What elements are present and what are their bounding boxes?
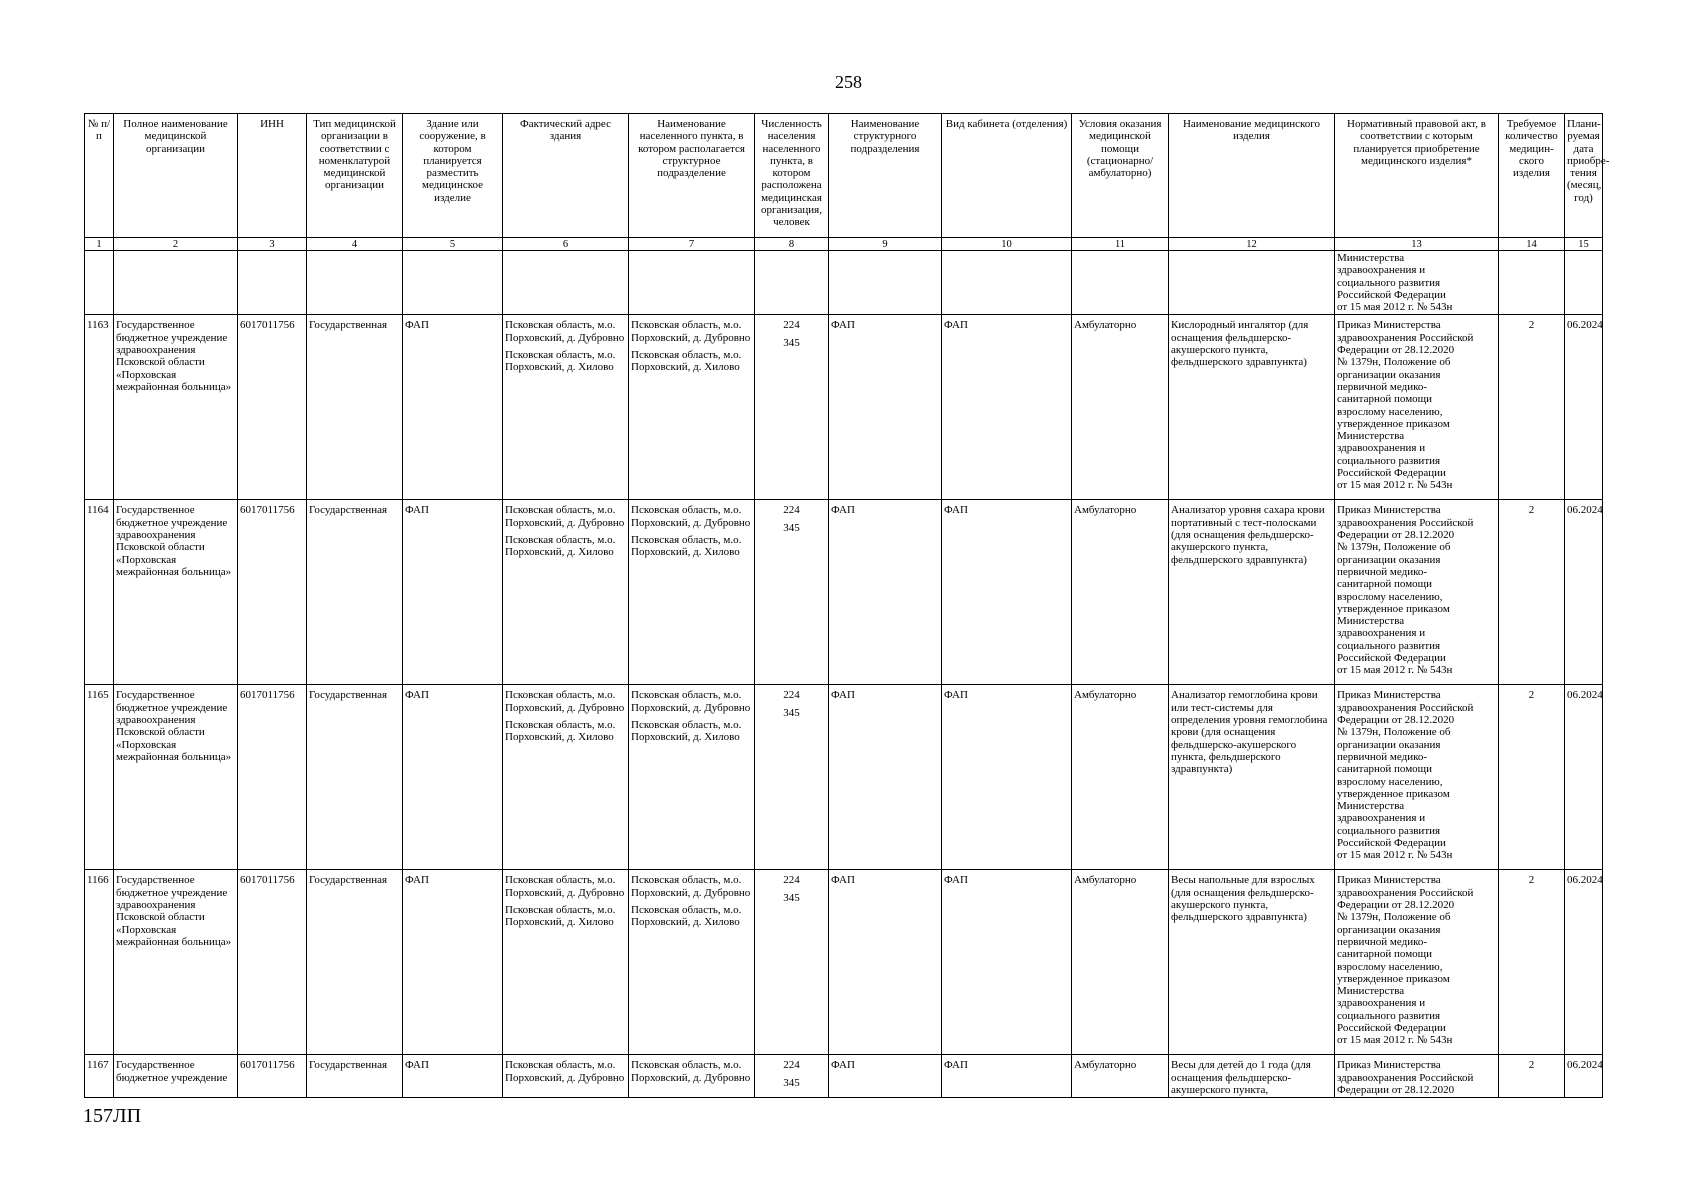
population bbox=[755, 315, 829, 500]
address-line: Псковская область, м.о. Порховский, д. Хилово bbox=[505, 904, 616, 929]
planned-date: 06.2024 bbox=[1565, 315, 1603, 500]
row-number: 1164 bbox=[85, 500, 114, 685]
column-number: 4 bbox=[307, 238, 403, 251]
column-number: 5 bbox=[403, 238, 503, 251]
cabinet-type: ФАП bbox=[942, 315, 1072, 500]
header-cell: № п/п bbox=[85, 114, 114, 238]
column-number: 9 bbox=[829, 238, 942, 251]
population-value: 345 bbox=[783, 1076, 800, 1089]
normative-act: Приказ Министерства здравоохранения Российской Федерации от 28.12.2020 bbox=[1335, 1055, 1499, 1098]
organization-name: Государственное бюджетное учреждение здравоохранения Псковской области «Порховская межрайонная больница» bbox=[114, 315, 238, 500]
continuation-normative-act: Министерства здравоохранения и социального развития Российской Федерации от 15 мая 2012 г. № 543н bbox=[1335, 251, 1499, 315]
address-line: Псковская область, м.о. Порховский, д. Хилово bbox=[505, 349, 616, 374]
actual-address bbox=[503, 315, 629, 500]
organization-type: Государственная bbox=[307, 685, 403, 870]
header-cell: Нормативный правовой акт, в соответствии с которым планируется приобретение медицинского изделия* bbox=[1335, 114, 1499, 238]
care-conditions: Амбулаторно bbox=[1072, 315, 1169, 500]
structural-unit: ФАП bbox=[829, 315, 942, 500]
cabinet-type: ФАП bbox=[942, 870, 1072, 1055]
table-row bbox=[85, 500, 1603, 685]
header-cell: Наименование медицинского изделия bbox=[1169, 114, 1335, 238]
header-cell: Полное наименование медицинской организации bbox=[114, 114, 238, 238]
continuation-row bbox=[85, 251, 1603, 315]
address-line: Псковская область, м.о. Порховский, д. Дубровно bbox=[505, 504, 625, 529]
address-line: Псковская область, м.о. Порховский, д. Дубровно bbox=[505, 689, 625, 714]
organization-name: Государственное бюджетное учреждение здравоохранения Псковской области «Порховская межрайонная больница» bbox=[114, 870, 238, 1055]
address-line: Псковская область, м.о. Порховский, д. Дубровно bbox=[505, 319, 625, 344]
device-name: Анализатор уровня сахара крови портативный с тест-полосками (для оснащения фельдшерско-акушерского пункта, фельдшерского здравпункта) bbox=[1169, 500, 1335, 685]
organization-type: Государственная bbox=[307, 315, 403, 500]
organization-name: Государственное бюджетное учреждение bbox=[114, 1055, 238, 1098]
organization-name: Государственное бюджетное учреждение здравоохранения Псковской области «Порховская межрайонная больница» bbox=[114, 500, 238, 685]
settlement-line: Псковская область, м.о. Порховский, д. Дубровно bbox=[631, 1059, 751, 1084]
header-cell: Требуемое количество медицин-ского изделия bbox=[1499, 114, 1565, 238]
column-number: 14 bbox=[1499, 238, 1565, 251]
quantity: 2 bbox=[1499, 685, 1565, 870]
column-number: 10 bbox=[942, 238, 1072, 251]
column-number: 2 bbox=[114, 238, 238, 251]
table-row bbox=[85, 315, 1603, 500]
settlement-line: Псковская область, м.о. Порховский, д. Хилово bbox=[631, 719, 742, 744]
medical-devices-table bbox=[84, 113, 1610, 1098]
building: ФАП bbox=[403, 315, 503, 500]
device-name: Кислородный ингалятор (для оснащения фельдшерско-акушерского пункта, фельдшерского здравпункта) bbox=[1169, 315, 1335, 500]
quantity: 2 bbox=[1499, 315, 1565, 500]
device-name: Анализатор гемоглобина крови или тест-системы для определения уровня гемоглобина крови (для оснащения фельдшерско-акушерского пункта, фельдшерского здравпункта) bbox=[1169, 685, 1335, 870]
actual-address bbox=[503, 685, 629, 870]
column-number: 8 bbox=[755, 238, 829, 251]
page-number: 258 bbox=[835, 72, 862, 92]
settlement bbox=[629, 500, 755, 685]
inn: 6017011756 bbox=[238, 500, 307, 685]
planned-date: 06.2024 bbox=[1565, 500, 1603, 685]
device-name: Весы для детей до 1 года (для оснащения фельдшерско-акушерского пункта, bbox=[1169, 1055, 1335, 1098]
inn: 6017011756 bbox=[238, 870, 307, 1055]
settlement-line: Псковская область, м.о. Порховский, д. Хилово bbox=[631, 349, 742, 374]
planned-date: 06.2024 bbox=[1565, 870, 1603, 1055]
column-number-row bbox=[85, 238, 1603, 251]
organization-name: Государственное бюджетное учреждение здравоохранения Псковской области «Порховская межрайонная больница» bbox=[114, 685, 238, 870]
normative-act: Приказ Министерства здравоохранения Российской Федерации от 28.12.2020 № 1379н, Положение об организации оказания первичной медико- санитарной помощи взрослому населению, утвержденное приказом Министерства здравоохранения и социального развития Российской Федерации от 15 мая 2012 г. № 543н bbox=[1335, 315, 1499, 500]
organization-type: Государственная bbox=[307, 500, 403, 685]
row-number: 1165 bbox=[85, 685, 114, 870]
quantity: 2 bbox=[1499, 500, 1565, 685]
care-conditions: Амбулаторно bbox=[1072, 870, 1169, 1055]
table-row bbox=[85, 870, 1603, 1055]
device-name: Весы напольные для взрослых (для оснащения фельдшерско-акушерского пункта, фельдшерского здравпункта) bbox=[1169, 870, 1335, 1055]
header-cell: Численность населения населенного пункта, в котором расположена медицинская организация, человек bbox=[755, 114, 829, 238]
column-number: 1 bbox=[85, 238, 114, 251]
settlement bbox=[629, 870, 755, 1055]
header-cell: ИНН bbox=[238, 114, 307, 238]
population bbox=[755, 500, 829, 685]
row-number: 1163 bbox=[85, 315, 114, 500]
address-line: Псковская область, м.о. Порховский, д. Хилово bbox=[505, 534, 616, 559]
header-cell: Наименование структурного подразделения bbox=[829, 114, 942, 238]
actual-address bbox=[503, 500, 629, 685]
normative-act: Приказ Министерства здравоохранения Российской Федерации от 28.12.2020 № 1379н, Положение об организации оказания первичной медико- санитарной помощи взрослому населению, утвержденное приказом Министерства здравоохранения и социального развития Российской Федерации от 15 мая 2012 г. № 543н bbox=[1335, 870, 1499, 1055]
header-cell: Наименование населенного пункта, в котором располагается структурное подразделение bbox=[629, 114, 755, 238]
settlement-line: Псковская область, м.о. Порховский, д. Дубровно bbox=[631, 689, 751, 714]
cabinet-type: ФАП bbox=[942, 1055, 1072, 1098]
inn: 6017011756 bbox=[238, 685, 307, 870]
actual-address bbox=[503, 1055, 629, 1098]
population-value: 224 bbox=[783, 504, 800, 517]
column-number: 7 bbox=[629, 238, 755, 251]
normative-act: Приказ Министерства здравоохранения Российской Федерации от 28.12.2020 № 1379н, Положение об организации оказания первичной медико- санитарной помощи взрослому населению, утвержденное приказом Министерства здравоохранения и социального развития Российской Федерации от 15 мая 2012 г. № 543н bbox=[1335, 685, 1499, 870]
organization-type: Государственная bbox=[307, 1055, 403, 1098]
column-number: 13 bbox=[1335, 238, 1499, 251]
building: ФАП bbox=[403, 500, 503, 685]
structural-unit: ФАП bbox=[829, 685, 942, 870]
care-conditions: Амбулаторно bbox=[1072, 500, 1169, 685]
population-value: 224 bbox=[783, 1059, 800, 1072]
planned-date: 06.2024 bbox=[1565, 1055, 1603, 1098]
quantity: 2 bbox=[1499, 870, 1565, 1055]
structural-unit: ФАП bbox=[829, 500, 942, 685]
header-cell: Тип медицинской организации в соответствии с номенклатурой медицинской организации bbox=[307, 114, 403, 238]
building: ФАП bbox=[403, 1055, 503, 1098]
building: ФАП bbox=[403, 685, 503, 870]
settlement-line: Псковская область, м.о. Порховский, д. Дубровно bbox=[631, 504, 751, 529]
planned-date: 06.2024 bbox=[1565, 685, 1603, 870]
table-header-row bbox=[85, 114, 1603, 238]
column-number: 15 bbox=[1565, 238, 1603, 251]
population bbox=[755, 870, 829, 1055]
population-value: 345 bbox=[783, 336, 800, 349]
building: ФАП bbox=[403, 870, 503, 1055]
population-value: 345 bbox=[783, 521, 800, 534]
settlement bbox=[629, 685, 755, 870]
population bbox=[755, 685, 829, 870]
population-value: 224 bbox=[783, 319, 800, 332]
cabinet-type: ФАП bbox=[942, 685, 1072, 870]
structural-unit: ФАП bbox=[829, 1055, 942, 1098]
cabinet-type: ФАП bbox=[942, 500, 1072, 685]
settlement-line: Псковская область, м.о. Порховский, д. Хилово bbox=[631, 904, 742, 929]
settlement bbox=[629, 315, 755, 500]
row-number: 1167 bbox=[85, 1055, 114, 1098]
table-row bbox=[85, 1055, 1603, 1098]
document-code: 157ЛП bbox=[83, 1105, 142, 1127]
header-cell: Здание или сооружение, в котором планируется разместить медицинское изделие bbox=[403, 114, 503, 238]
column-number: 6 bbox=[503, 238, 629, 251]
header-cell: Вид кабинета (отделения) bbox=[942, 114, 1072, 238]
header-cell: Фактический адрес здания bbox=[503, 114, 629, 238]
population-value: 224 bbox=[783, 874, 800, 887]
table-row bbox=[85, 685, 1603, 870]
quantity: 2 bbox=[1499, 1055, 1565, 1098]
population-value: 345 bbox=[783, 891, 800, 904]
column-number: 3 bbox=[238, 238, 307, 251]
population-value: 345 bbox=[783, 706, 800, 719]
normative-act: Приказ Министерства здравоохранения Российской Федерации от 28.12.2020 № 1379н, Положение об организации оказания первичной медико- санитарной помощи взрослому населению, утвержденное приказом Министерства здравоохранения и социального развития Российской Федерации от 15 мая 2012 г. № 543н bbox=[1335, 500, 1499, 685]
inn: 6017011756 bbox=[238, 1055, 307, 1098]
actual-address bbox=[503, 870, 629, 1055]
column-number: 11 bbox=[1072, 238, 1169, 251]
settlement bbox=[629, 1055, 755, 1098]
address-line: Псковская область, м.о. Порховский, д. Дубровно bbox=[505, 1059, 625, 1084]
settlement-line: Псковская область, м.о. Порховский, д. Дубровно bbox=[631, 319, 751, 344]
care-conditions: Амбулаторно bbox=[1072, 685, 1169, 870]
row-number: 1166 bbox=[85, 870, 114, 1055]
column-number: 12 bbox=[1169, 238, 1335, 251]
address-line: Псковская область, м.о. Порховский, д. Хилово bbox=[505, 719, 616, 744]
care-conditions: Амбулаторно bbox=[1072, 1055, 1169, 1098]
settlement-line: Псковская область, м.о. Порховский, д. Дубровно bbox=[631, 874, 751, 899]
structural-unit: ФАП bbox=[829, 870, 942, 1055]
population-value: 224 bbox=[783, 689, 800, 702]
population bbox=[755, 1055, 829, 1098]
inn: 6017011756 bbox=[238, 315, 307, 500]
organization-type: Государственная bbox=[307, 870, 403, 1055]
header-cell: Плани-руемая дата приобре-тения (месяц, год) bbox=[1565, 114, 1603, 238]
address-line: Псковская область, м.о. Порховский, д. Дубровно bbox=[505, 874, 625, 899]
settlement-line: Псковская область, м.о. Порховский, д. Хилово bbox=[631, 534, 742, 559]
header-cell: Условия оказания медицинской помощи (стационарно/ амбулаторно) bbox=[1072, 114, 1169, 238]
